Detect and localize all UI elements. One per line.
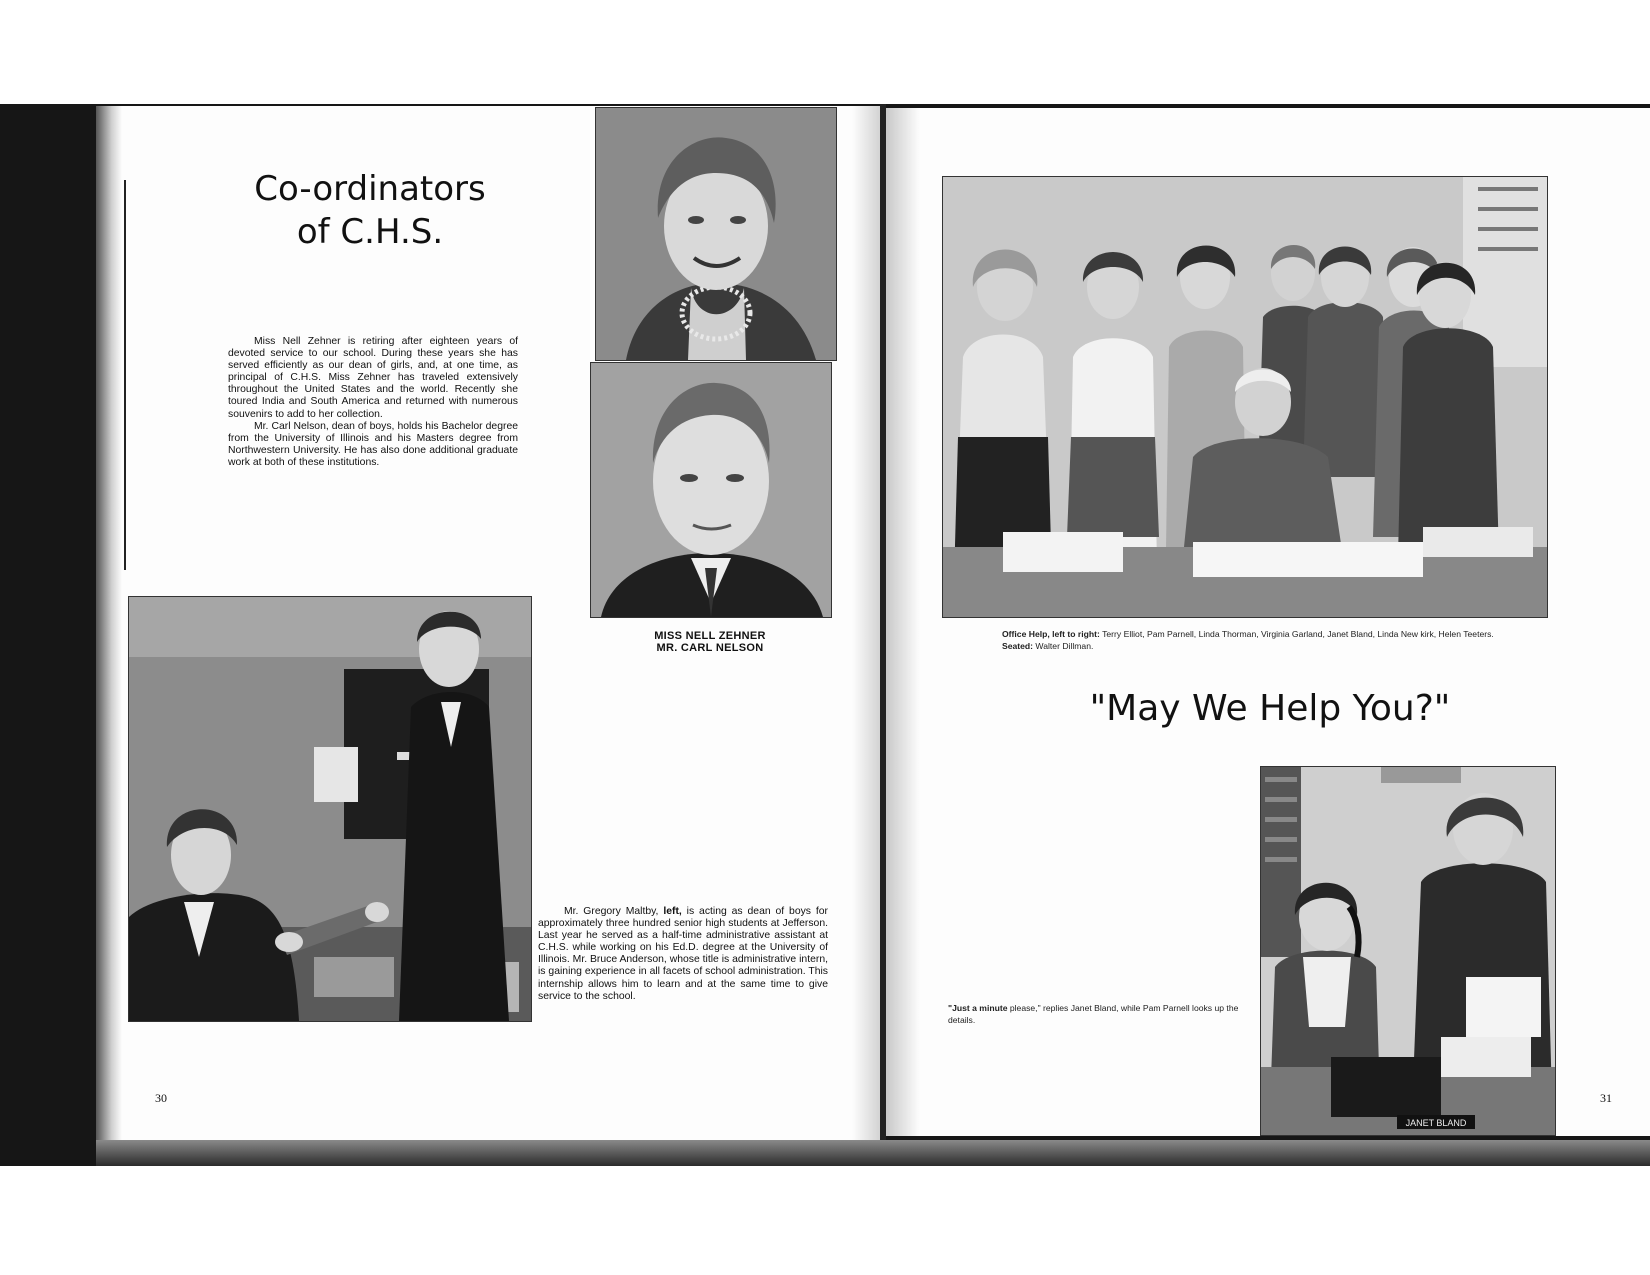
left-title-line1: Co-ordinators — [254, 169, 486, 209]
office-help-group-photo — [942, 176, 1548, 618]
maltby-text-start: Mr. Gregory Maltby, — [564, 906, 664, 917]
office-caption-names: Terry Elliot, Pam Parnell, Linda Thorman, Virginia Garland, Janet Bland, Linda New kirk, Helen Teeters. — [1099, 629, 1494, 639]
portrait-caption-zehner: MISS NELL ZEHNER — [654, 630, 766, 642]
name-plate-text: JANET BLAND — [1405, 1118, 1467, 1128]
office-caption-seated-label: Seated: — [1002, 641, 1034, 651]
deans-bio-text — [228, 336, 518, 469]
phone-caption-bold: "Just a minute — [948, 1003, 1008, 1013]
maltby-anderson-text — [538, 906, 828, 1003]
maltby-anderson-photo — [128, 596, 532, 1022]
maltby-paragraph — [538, 906, 828, 1003]
left-title-line2: of C.H.S. — [296, 211, 444, 252]
right-page-number: 31 — [1600, 1091, 1612, 1105]
left-page-rule — [124, 180, 126, 570]
portrait-caption — [600, 630, 820, 654]
office-caption-label: Office Help, left to right: — [1002, 629, 1100, 639]
office-caption-seated-name: Walter Dillman. — [1033, 641, 1094, 651]
book-gutter — [880, 104, 886, 1166]
phone-caption-text: please," replies Janet Bland, while Pam Parnell looks up the details. — [948, 1003, 1239, 1025]
phone-photo-caption — [948, 1002, 1248, 1026]
zehner-bio-paragraph: Miss Nell Zehner is retiring after eighteen years of devoted service to our school. During these years she has served efficiently as our dean of girls, and, at one time, as principal of C.H.S. Miss Zehner has traveled extensively throughout the United States and the world. Recently she toured India and South America and returned with numerous souvenirs to add to her collection. — [228, 336, 518, 420]
janet-bland-phone-photo — [1260, 766, 1556, 1136]
zehner-portrait-photo — [595, 107, 837, 361]
office-help-caption — [1002, 628, 1502, 652]
nelson-portrait-photo — [590, 362, 832, 618]
left-page-number: 30 — [155, 1091, 167, 1105]
right-page-title: "May We Help You?" — [1089, 688, 1451, 729]
maltby-text-rest: is acting as dean of boys for approximately three hundred senior high students at Jefferson. Last year he served as a half-time administrative assistant at C.H.S. while working on his Ed.D. degree at the University of Illinois. Mr. Bruce Anderson, whose title is administrative intern, is gaining experience in all facets of school administration. This internship allows him to learn and at the same time to give service to the school. — [538, 906, 828, 1002]
portrait-caption-nelson: MR. CARL NELSON — [656, 642, 764, 654]
nelson-bio-paragraph: Mr. Carl Nelson, dean of boys, holds his Bachelor degree from the University of Illinois and his Masters degree from Northwestern University. He has also done additional graduate work at both of these institutions. — [228, 420, 518, 468]
page-bottom-edge — [96, 1140, 1650, 1166]
maltby-text-bold: left, — [663, 906, 682, 917]
left-page-title — [240, 168, 500, 253]
